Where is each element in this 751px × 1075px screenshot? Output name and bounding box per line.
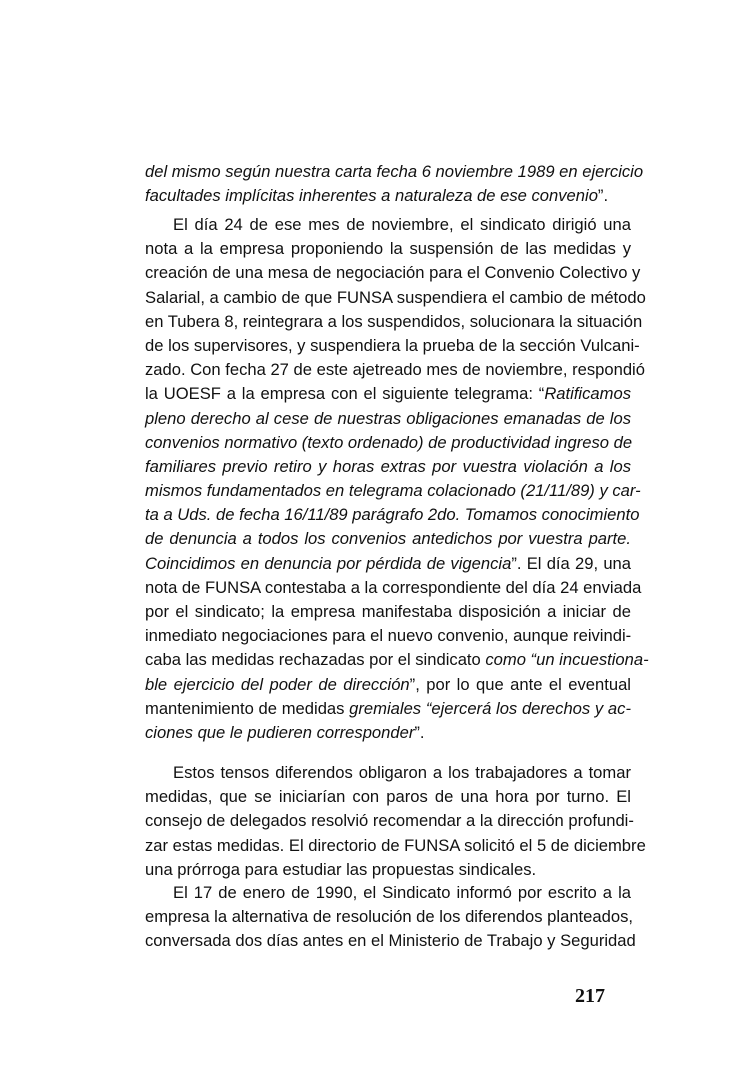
text-segment: Salarial, a cambio de que FUNSA suspendiera el cambio de método [145,287,646,307]
text-line [145,455,631,479]
text-line [145,552,631,576]
italic-text: convenios normativo (texto ordenado) de productividad ingreso de [145,432,633,452]
text-line [145,721,631,745]
text-segment: la UOESF a la empresa con el siguiente telegrama: “ [145,384,545,404]
text-segment: ”. El día 29, una [511,553,632,573]
text-line [145,479,641,503]
text-line [145,785,631,809]
italic-text: ta a Uds. de fecha 16/11/89 parágrafo 2do. Tomamos conocimiento [145,505,640,525]
italic-text: facultades implícitas inherentes a naturaleza de ese convenio [145,186,598,206]
text-segment: empresa la alternativa de resolución de los diferendos planteados, [145,907,633,927]
text-line [145,834,646,858]
paragraph-tensos-diferendos [145,761,646,882]
text-line [145,213,631,237]
text-line [145,624,631,648]
italic-text: familiares previo retiro y horas extras por vuestra violación a los [145,456,631,476]
text-line [145,858,631,882]
text-line [145,237,631,261]
text-segment: consejo de delegados resolvió recomendar a la dirección profundi- [145,811,634,831]
text-segment: inmediato negociaciones para el nuevo convenio, aunque reivindi- [145,626,632,646]
italic-text: gremiales “ejercerá los derechos y ac- [349,698,631,718]
text-line [145,334,640,358]
text-segment: El 17 de enero de 1990, el Sindicato informó por escrito a la [173,883,631,902]
text-segment: Estos tensos diferendos obligaron a los trabajadores a tomar [173,763,631,782]
text-line [145,358,645,382]
text-line [145,407,631,431]
text-line [145,648,649,672]
italic-text: pleno derecho al cese de nuestras obligaciones emanadas de los [145,408,631,428]
text-segment: creación de una mesa de negociación para el Convenio Colectivo y [145,263,641,283]
text-segment: ”. [414,722,425,742]
text-line [145,431,631,455]
italic-text: del mismo según nuestra carta fecha 6 noviembre 1989 en ejercicio [145,162,644,181]
italic-text: ble ejercicio del poder de dirección [145,674,410,694]
text-segment: medidas, que se iniciarían con paros de una hora por turno. El [145,787,631,807]
text-segment: nota a la empresa proponiendo la suspensión de las medidas y [145,239,631,259]
text-line [145,160,644,184]
text-segment: nota de FUNSA contestaba a la correspondiente del día 24 enviada [145,577,642,597]
paragraph-january-1990 [145,881,636,954]
text-line [145,261,641,285]
paragraph-quote-end [145,160,644,208]
text-segment: El día 24 de ese mes de noviembre, el sindicato dirigió una [173,215,631,234]
italic-text: Ratificamos [544,384,631,404]
text-segment: ”. [597,186,609,206]
text-line [145,905,631,929]
text-line [145,503,640,527]
text-segment: por el sindicato; la empresa manifestaba disposición a iniciar de [145,602,631,621]
text-line [145,286,646,310]
text-line [145,310,643,334]
text-segment: mantenimiento de medidas [145,698,350,718]
text-line [145,527,631,551]
italic-text: como “un incuestiona- [485,650,649,670]
text-line [145,184,631,208]
text-line [145,576,642,600]
text-segment: en Tubera 8, reintegrara a los suspendidos, solucionara la situación [145,311,643,331]
text-segment: conversada dos días antes en el Ministerio de Trabajo y Seguridad [145,931,636,951]
text-segment: zar estas medidas. El directorio de FUNSA solicitó el 5 de diciembre [145,835,646,855]
text-segment: una prórroga para estudiar las propuestas sindicales. [145,859,537,879]
text-line [145,697,631,721]
text-segment: zado. Con fecha 27 de este ajetreado mes de noviembre, respondió [145,360,645,380]
text-line [145,673,631,697]
text-segment: caba las medidas rechazadas por el sindicato [145,650,486,670]
italic-text: ciones que le pudieren corresponder [145,722,415,742]
italic-text: de denuncia a todos los convenios antedichos por vuestra parte. [145,529,631,549]
text-segment: de los supervisores, y suspendiera la prueba de la sección Vulcani- [145,335,640,355]
paragraph-november-24 [145,213,649,745]
text-line [145,600,631,624]
page-number: 217 [575,985,605,1007]
text-line [145,761,631,785]
italic-text: Coincidimos en denuncia por pérdida de vigencia [145,553,512,573]
text-line [145,929,636,953]
text-line [145,809,634,833]
text-segment: ”, por lo que ante el eventual [409,674,631,694]
italic-text: mismos fundamentados en telegrama colacionado (21/11/89) y car- [145,481,641,501]
text-line [145,382,631,406]
text-line [145,881,631,905]
